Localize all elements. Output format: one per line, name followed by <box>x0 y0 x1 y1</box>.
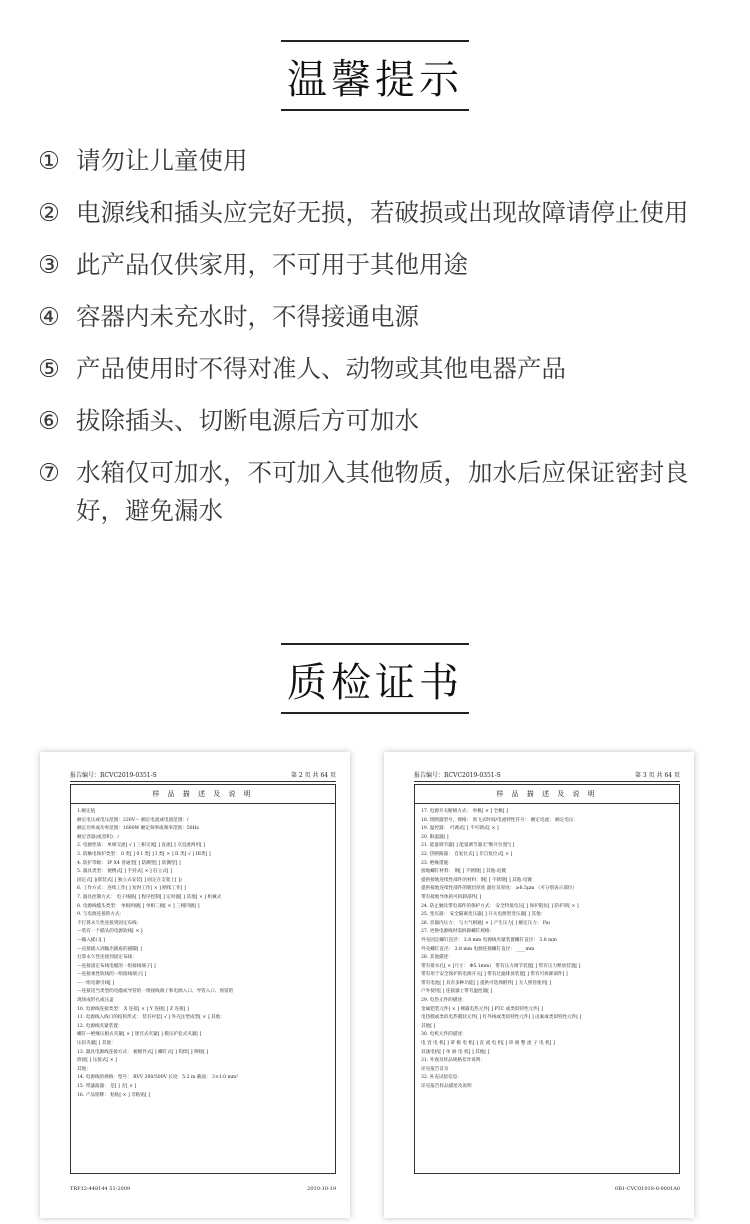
tip-number: ① <box>38 146 60 175</box>
table-row: 27. 更换电源线时需拆卸螺钉规格： <box>421 929 495 935</box>
tip-number: ⑥ <box>38 406 60 435</box>
table-row: 17. 电源开关断极方式： 单极[ × ] 全极[ ] <box>421 809 508 814</box>
table-row: 10. 电源线连接类型： X 连接[ × ] Y 连接[ ] Z 连接[ ] <box>77 1006 189 1012</box>
table-row: 螺钉—绝缘压板式夹紧[ × ] 迷宫式夹紧[ ] 模压护套式夹紧[ ] <box>77 1032 202 1038</box>
table-row: 带有排水孔[ × ]尺寸： Φ5.1mm） 带有压力调节装置[ ] 带有压力释放装置[ ] <box>421 963 581 969</box>
certificate-page-1 <box>40 752 350 1218</box>
table-heading: 样 品 描 述 及 说 明 <box>71 785 335 804</box>
table-row: 2. 电源性质： 单相交流[ √ ] 三相交流[ ] 直流[ ] 交直流两用[ ] <box>77 843 206 849</box>
table-row: 外壳螺钉直径： 3.8 mm 电源连接螺钉直径： ____mm <box>421 946 535 952</box>
table-row: 21. 能量调节器[ ] 能量调节器无"断开位置"[ ] <box>421 843 515 849</box>
table-row: 户外使用[ ] 连接器上带有温控器[ ] <box>421 989 493 995</box>
table-row: 打算永久性连接到固定布线： <box>77 955 137 961</box>
table-row: 19. 温控器： 可调式[ ] 不可调式[ × ] <box>421 826 499 832</box>
tip-text: 容器内未充水时，不得接通电源 <box>76 302 419 331</box>
table-row: 额定电压或电压范围：220V～ 额定电流或电流范围：/ <box>77 817 189 823</box>
table-row: ---一组电源引线[ ] <box>77 980 115 986</box>
tip-item <box>38 298 718 336</box>
footer-code-right: 0B1-CVC01018-0-0001A0 <box>615 1186 680 1192</box>
table-row: ---直接插入到输出插座的插脚[ ] <box>77 946 142 952</box>
page-footer <box>70 1186 336 1192</box>
table-row: 双速电机[ ] 单 励 电 机[ ] 其他[ ] <box>421 1049 490 1055</box>
table-row: 详见报告首页 <box>421 1066 449 1072</box>
table-row: 13. 器具电源线连接方式： 板级件式[ ] 螺钉式[ ] 钩焊[ ] 铆接[ ] <box>77 1049 209 1055</box>
page-header <box>414 770 680 782</box>
tips-title: 温馨提示 <box>281 40 469 111</box>
table-row: 外壳固定螺钉直径： 3.8 mm 电源线夹紧装置螺钉直径： 3.8 mm <box>421 937 557 943</box>
footer-code: TRF12-448144 51-2009 <box>70 1186 131 1192</box>
tip-item <box>38 142 718 180</box>
table-rows <box>71 804 335 1104</box>
table-row: 14. 电源线的规格：型号： RVV 300/500V 长度：5.2 m 截面： 3×1.0 mm² <box>77 1075 239 1081</box>
table-row: 焊接[ ] 压接式[ × ] <box>77 1058 117 1064</box>
footer-date: 2010-10-19 <box>307 1186 336 1192</box>
tip-text: 此产品仅供家用，不可用于其他用途 <box>76 250 468 279</box>
certificate-page-2 <box>384 752 694 1218</box>
table-row: 29. 电热元件的描述： <box>421 998 467 1004</box>
table-row: 11. 电源线入线口的结构形式： 装有衬套[ √ ] 外壳注塑成型[ × ] 其他： <box>77 1015 225 1021</box>
table-row: 26. 容器内压力： 与大气相通[ × ] 产生压力[ ] 额定压力： Pa) <box>421 920 551 926</box>
tip-number: ⑦ <box>38 458 60 487</box>
table-row: 3. 防触电保护类型： 0 类[ ] 0 I 类[ ] I 类[ × ] II 类[ √ ] III类[ ] <box>77 851 211 857</box>
table-row: 接地螺钉材料： 钢[ ] 不锈钢[ ] 其他:电镀 <box>421 869 506 875</box>
tip-number: ③ <box>38 250 60 279</box>
tip-text: 请勿让儿童使用 <box>76 146 248 175</box>
table-row: 28. 其他描述： <box>421 955 453 961</box>
page-number: 第 2 页 共 64 页 <box>291 772 336 779</box>
table-row: 20. 限温器[ ] <box>421 834 449 840</box>
table-row: ---连接固定布线电缆的一组接线端子[ ] <box>77 963 156 969</box>
table-row: ---连接适当类型的电缆或导管的一组接线端子和电源入口、导管入口、预留的 <box>77 989 234 995</box>
tip-item <box>38 246 718 284</box>
tip-text: 电源线和插头应完好无损，若破损或出现故障请停止使用 <box>76 198 689 227</box>
table-row: ---装有一个插头的电源软线[ × ] <box>77 929 143 935</box>
table-row: 30. 电机元件的描述： <box>421 1032 467 1038</box>
description-table <box>414 784 680 1174</box>
tip-item <box>38 194 718 232</box>
table-row: 15. 带滤波器： 是[ ] 否[ × ] <box>77 1084 137 1089</box>
table-row: 现场成形孔或压盖 <box>77 998 114 1004</box>
table-row: 4. 防护等级： IP X4 普通型[ ] 防溅型[ ] 防溅型[ ] <box>77 860 181 866</box>
table-row: 详见报告样品描述及说明 <box>421 1084 472 1089</box>
table-row: 9. 与电源连接的方式： <box>77 912 125 918</box>
tip-item <box>38 350 718 388</box>
table-row: 1.额定值 <box>77 809 96 814</box>
table-row: 25. 变压器： 安全隔离变压器[ ] 开关电源型变压器[ ] 其他： <box>421 912 546 918</box>
tip-text: 拔除插头、切断电源后方可加水 <box>76 406 419 435</box>
tip-number: ② <box>38 198 60 227</box>
tip-text: 水箱仅可加水，不可加入其他物质，加水后应保证密封良好，避免漏水 <box>76 458 689 525</box>
tip-item <box>38 454 718 530</box>
table-heading: 样 品 描 述 及 说 明 <box>415 785 679 804</box>
table-row: 电热膜或类似电热膜状元件[ ] 红外线或类似特性元件[ ] 卤素或类似特性元件[ ] <box>421 1015 582 1021</box>
tip-number: ⑤ <box>38 354 60 383</box>
tip-item <box>38 402 718 440</box>
table-row: 额定功率或功率范围：1600W 额定频率或频率范围：50Hz <box>77 826 200 832</box>
table-row: 6. 工作方式： 连续工作[ ] 短时工作[ × ] 断续工作[ ] <box>77 886 186 892</box>
tip-number: ④ <box>38 302 60 331</box>
table-row: 23. 绝缘措施： <box>421 860 453 866</box>
report-number: 报告编号：RCVC2019-0351-S <box>70 772 157 779</box>
table-row: 7. 器具控制方式： 电子线路[ ] 程序控制[ ] 定时器[ ] 其他[ × ] 机械式 <box>77 894 222 900</box>
table-row: 32. 补充试验信息： <box>421 1075 462 1081</box>
table-row: 提供接地连续性部件的材料：钢[ ] 不锈钢[ ] 其他:电镀 <box>421 877 533 883</box>
table-row: 额定容量(或容积)：/ <box>77 834 119 840</box>
table-row: 提供接地连续性部件的镀层厚度 器位及厚度： ≥6.5μm （可分别表示部位） <box>421 886 578 892</box>
table-row: 5. 器具类型： 便携式[ ] 手持式[ × ] 驻立式[ ] <box>77 869 172 875</box>
table-row: 压扣夹紧[ ] 其他： <box>77 1041 116 1047</box>
table-row: 金属铠装元件[ × ] 裸露电热元件[ ] PTC 或类似特性元件[ ] <box>421 1006 543 1012</box>
certificate-title: 质检证书 <box>281 643 469 714</box>
table-row: 带有用于安全保护的电源开关[ ] 带有过滤排放装置[ ] 带有可拆卸部件[ ] <box>421 972 568 978</box>
tip-text: 产品使用时不得对准人、动物或其他电器产品 <box>76 354 566 383</box>
report-number: 报告编号：RCVC2019-0351-S <box>414 772 501 779</box>
table-row: 12. 电源线夹紧装置： <box>77 1023 123 1029</box>
table-row: 带有电池[ ] 具有多种功能[ ] 提供可选择附件[ ] 无人照管使用[ ] <box>421 980 552 986</box>
table-row: 8. 电源线缆头类型： 单相两极[ ] 单相三极[ × ] 三相四极[ ] <box>77 903 200 909</box>
table-row: ---输入插口[ ] <box>77 937 106 943</box>
table-row: ---连接柔性软线的一组接线端子[ ] <box>77 972 147 978</box>
tips-list <box>38 140 718 530</box>
table-row: 电 容 电 机[ ] 罩 极 电 机[ ] 直 流 电 机[ ] 串 极 整 流 子 电 机[ ] <box>421 1041 555 1047</box>
table-row: 31. 外观及样品规格差异说明： <box>421 1058 485 1064</box>
table-row: 16. 产品铭牌： 粘贴[ × ] 非粘贴[ ] <box>77 1092 151 1098</box>
table-row: 其他： <box>77 1066 91 1072</box>
table-row: 24. 防止触及带电部件的保护方式： 安全特低电压[ ] 保护阻抗[ ] 防护罩[ × ] <box>421 903 579 909</box>
table-row: 固定式[ ](嵌装式[ ] 独立式安装[ ] 固定在支架上[ ]) <box>77 877 182 883</box>
table-row: 带有接地导体的可拆卸部件[ ] <box>421 894 482 900</box>
table-row: 18. 熔断器型号、规格： 预飞式时间/电流特性符号： 额定电流： 额定电压： <box>421 817 579 823</box>
table-row: 其他[ ] <box>421 1023 436 1029</box>
page-footer <box>414 1186 680 1192</box>
description-table <box>70 784 336 1174</box>
page-header <box>70 770 336 782</box>
table-row: 不打算永久性连接到固定布线： <box>77 920 142 926</box>
table-row: 22. 热断路器： 自复位式[ ] 非自复位式[ × ] <box>421 851 513 857</box>
page-number: 第 3 页 共 64 页 <box>635 772 680 779</box>
table-rows <box>415 804 679 1096</box>
